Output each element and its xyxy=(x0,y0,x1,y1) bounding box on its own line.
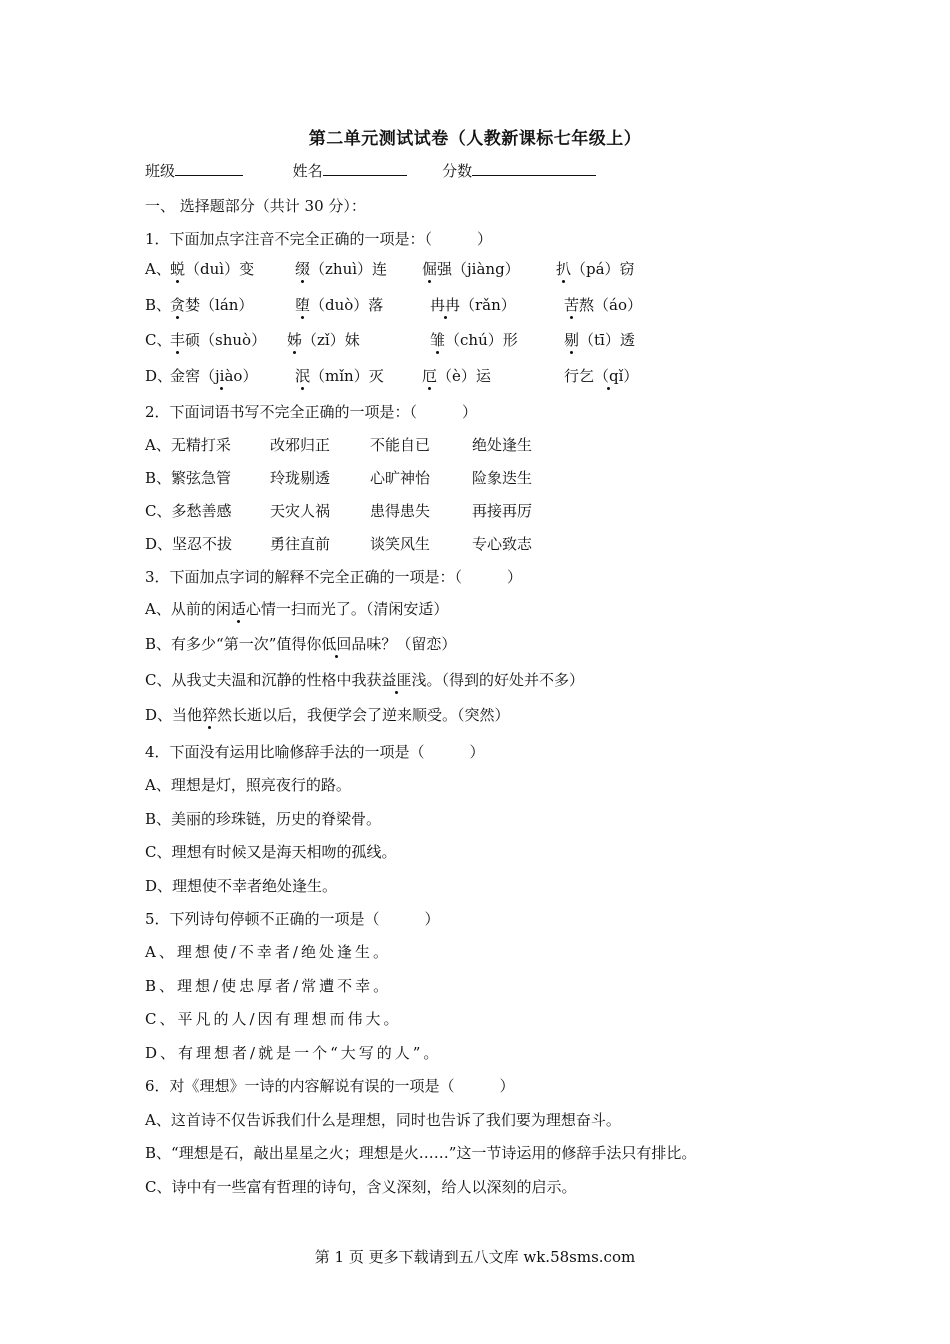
pinyin-text: （è）运 xyxy=(437,367,491,385)
question-6-stem: 6．对《理想》一诗的内容解说有误的一项是（ ） xyxy=(145,1077,515,1095)
q4-option-b: B、美丽的珍珠链，历史的脊梁骨。 xyxy=(145,810,382,828)
dotted-char: 蜕 xyxy=(170,260,186,278)
dotted-char: 扒 xyxy=(556,260,572,278)
option-text: D、坚忍不拔 xyxy=(145,535,233,553)
q4-option-d: D、理想使不幸者绝处逢生。 xyxy=(145,877,338,895)
section-heading: 一、 选择题部分（共计 30 分）： xyxy=(145,197,366,215)
dotted-char: 堕 xyxy=(295,296,311,314)
pinyin-text: （duì）变 xyxy=(185,260,255,278)
page-footer: 第 1 页 更多下载请到五八文库 wk.58sms.com xyxy=(314,1248,636,1266)
pinyin-text: 婪（lán） xyxy=(185,296,254,314)
pinyin-text: 强（jiàng） xyxy=(437,260,520,278)
option-prefix: B、 xyxy=(145,296,172,314)
dotted-pinyin: 窖（jiào） xyxy=(185,367,258,385)
dotted-char: 姊 xyxy=(287,331,303,349)
option-text: 。（得到的好处并不多） xyxy=(426,671,585,689)
plain-char: 金 xyxy=(170,367,186,385)
dotted-char: 雏 xyxy=(430,331,446,349)
option-text: 改邪归正 xyxy=(270,436,331,454)
option-text: 天灾人祸 xyxy=(270,502,331,520)
question-4-stem: 4．下面没有运用比喻修辞手法的一项是（ ） xyxy=(145,743,485,761)
pinyin-text: （mǐn）灭 xyxy=(310,367,384,385)
name-blank[interactable] xyxy=(323,161,407,176)
option-text: 再接再厉 xyxy=(472,502,533,520)
q6-option-b: B、“理想是石，敲出星星之火；理想是火……”这一节诗运用的修辞手法只有排比。 xyxy=(145,1144,697,1162)
dotted-char: 贪 xyxy=(170,296,186,314)
question-1-stem: 1．下面加点字注音不完全正确的一项是：（ ） xyxy=(145,230,493,248)
option-text: 然长逝以后，我便学会了逆来顺受。（突然） xyxy=(217,706,510,724)
q5-option-b: B、理想/使忠厚者/常遭不幸。 xyxy=(145,977,392,995)
option-text: C、多愁善感 xyxy=(145,502,232,520)
pinyin-text: （zǐ）妹 xyxy=(302,331,360,349)
pinyin-text: 熬（áo） xyxy=(579,296,642,314)
dotted-char: 冉冉 xyxy=(430,296,461,314)
q4-option-a: A、理想是灯，照亮夜行的路。 xyxy=(145,776,351,794)
option-text: A、无精打采 xyxy=(145,436,231,454)
option-text: D、当他 xyxy=(145,706,203,724)
option-prefix: C、 xyxy=(145,331,172,349)
pinyin-text: 硕（shuò） xyxy=(185,331,267,349)
name-label: 姓名 xyxy=(292,162,323,180)
dotted-char: 厄 xyxy=(422,367,438,385)
option-text: 勇往直前 xyxy=(270,535,331,553)
pinyin-text: （chú）形 xyxy=(445,331,518,349)
question-2-stem: 2．下面词语书写不完全正确的一项是：（ ） xyxy=(145,403,478,421)
option-text: 不能自已 xyxy=(370,436,431,454)
q4-option-c: C、理想有时候又是海天相吻的孤线。 xyxy=(145,843,397,861)
dotted-char: 获益匪浅 xyxy=(366,671,427,689)
q5-option-a: A、理想使/不幸者/绝处逢生。 xyxy=(145,943,391,961)
pinyin-text: （pá）窃 xyxy=(571,260,635,278)
option-text: 绝处逢生 xyxy=(472,436,533,454)
option-text: 心情一扫而光了。（清闲安适） xyxy=(245,600,449,618)
option-text: 谈笑风生 xyxy=(370,535,431,553)
option-text: B、有多少“第一次”值得你 xyxy=(145,635,322,653)
score-blank[interactable] xyxy=(472,161,596,176)
dotted-char: 适 xyxy=(230,600,246,618)
option-text: B、繁弦急管 xyxy=(145,469,232,487)
option-text: 玲珑剔透 xyxy=(270,469,331,487)
dotted-char: 剔 xyxy=(564,331,580,349)
q3-option-d xyxy=(145,704,510,726)
dotted-char: 苦 xyxy=(564,296,580,314)
pinyin-text: （duò）落 xyxy=(310,296,384,314)
question-5-stem: 5．下列诗句停顿不正确的一项是（ ） xyxy=(145,910,440,928)
dotted-char: 猝 xyxy=(202,706,218,724)
dotted-char: 低回 xyxy=(321,635,352,653)
class-label: 班级 xyxy=(145,162,176,180)
question-3-stem: 3．下面加点字词的解释不完全正确的一项是：（ ） xyxy=(145,568,523,586)
option-text: 患得患失 xyxy=(370,502,431,520)
page-title: 第二单元测试试卷（人教新课标七年级上） xyxy=(308,129,642,149)
option-text: 专心致志 xyxy=(472,535,533,553)
option-text: 品味？（留恋） xyxy=(351,635,457,653)
dotted-char: 缀 xyxy=(295,260,311,278)
dotted-char: 泯 xyxy=(295,367,311,385)
option-text: C、从我丈夫温和沉静的性格中我 xyxy=(145,671,367,689)
q3-option-b xyxy=(145,633,456,655)
option-text: 险象迭生 xyxy=(472,469,533,487)
score-label: 分数 xyxy=(442,162,473,180)
dotted-char: 丰 xyxy=(170,331,186,349)
pinyin-text: （tī）透 xyxy=(579,331,635,349)
option-text: 心旷神怡 xyxy=(370,469,431,487)
q3-option-a xyxy=(145,598,448,620)
dotted-pinyin: 乞（qǐ） xyxy=(579,367,639,385)
option-text: A、从前的闲 xyxy=(145,600,231,618)
q5-option-c: C、平凡的人/因有理想而伟大。 xyxy=(145,1010,402,1028)
student-info-line xyxy=(145,160,596,182)
q6-option-a: A、这首诗不仅告诉我们什么是理想，同时也告诉了我们要为理想奋斗。 xyxy=(145,1111,621,1129)
pinyin-text: （zhuì）连 xyxy=(310,260,388,278)
dotted-char: 倔 xyxy=(422,260,438,278)
q5-option-d: D、有理想者/就是一个“大写的人”。 xyxy=(145,1044,442,1062)
plain-char: 行 xyxy=(564,367,580,385)
q6-option-c: C、诗中有一些富有哲理的诗句，含义深刻，给人以深刻的启示。 xyxy=(145,1178,577,1196)
pinyin-text: （rǎn） xyxy=(460,296,516,314)
q3-option-c xyxy=(145,669,584,691)
class-blank[interactable] xyxy=(175,161,243,176)
option-prefix: A、 xyxy=(145,260,171,278)
option-prefix: D、 xyxy=(145,367,173,385)
